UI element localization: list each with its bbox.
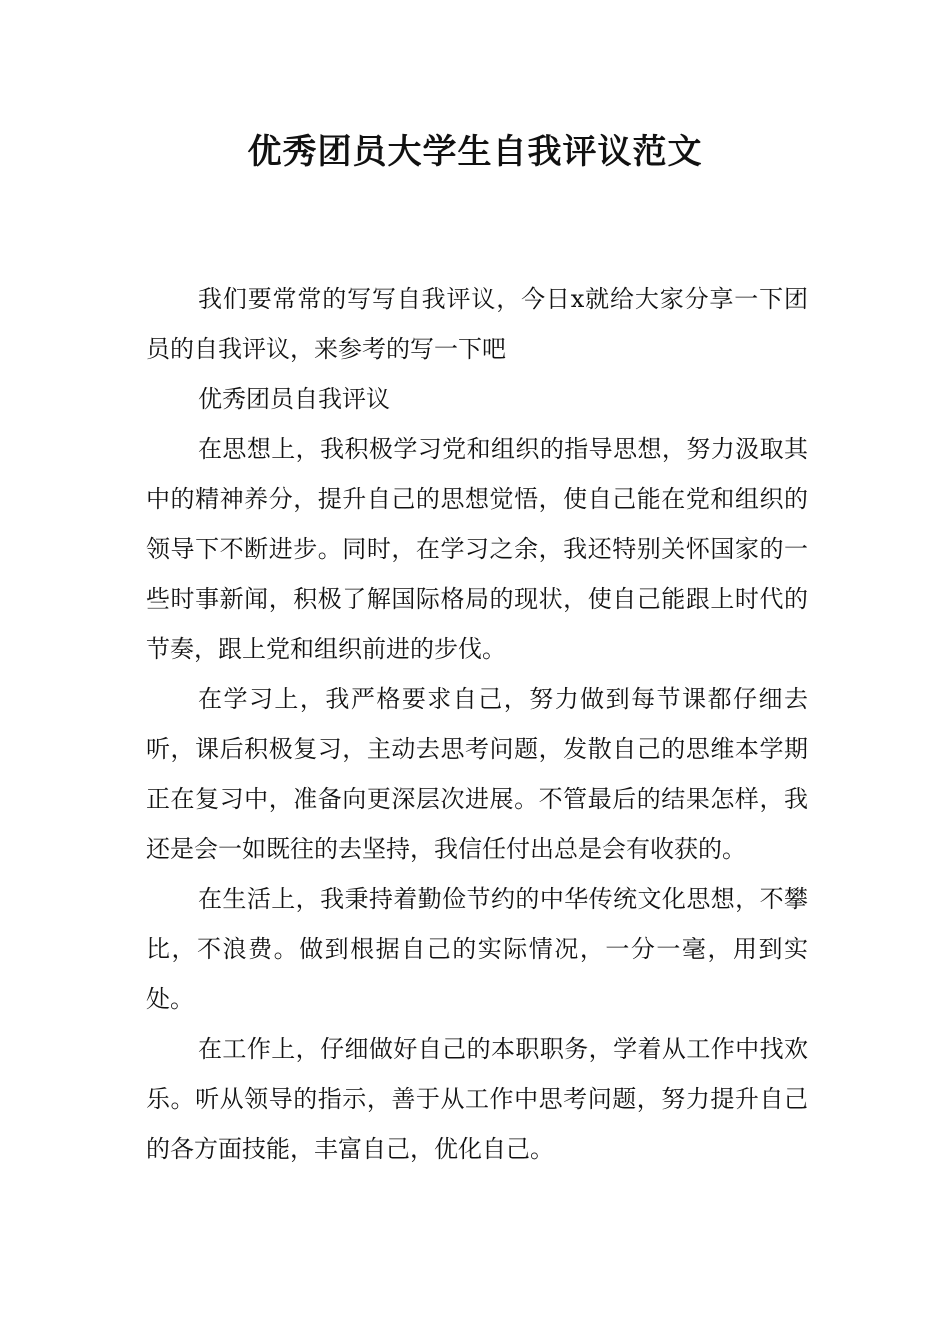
document-body — [146, 274, 808, 1174]
document-title: 优秀团员大学生自我评议范文 — [247, 132, 703, 172]
work-paragraph: 在工作上，仔细做好自己的本职职务，学着从工作中找欢乐。听从领导的指示，善于从工作中思考问题，努力提升自己的各方面技能，丰富自己，优化自己。 — [146, 1035, 808, 1163]
thought-paragraph: 在思想上，我积极学习党和组织的指导思想，努力汲取其中的精神养分，提升自己的思想觉悟，使自己能在党和组织的领导下不断进步。同时，在学习之余，我还特别关怀国家的一些时事新闻，积极了解国际格局的现状，使自己能跟上时代的节奏，跟上党和组织前进的步伐。 — [146, 435, 808, 663]
section-heading: 优秀团员自我评议 — [198, 385, 390, 413]
study-paragraph: 在学习上，我严格要求自己，努力做到每节课都仔细去听，课后积极复习，主动去思考问题，发散自己的思维本学期正在复习中，准备向更深层次进展。不管最后的结果怎样，我还是会一如既往的去坚持，我信任付出总是会有收获的。 — [146, 685, 808, 863]
life-paragraph: 在生活上，我秉持着勤俭节约的中华传统文化思想，不攀比，不浪费。做到根据自己的实际情况，一分一毫，用到实处。 — [146, 885, 808, 1013]
intro-paragraph: 我们要常常的写写自我评议，今日x就给大家分享一下团员的自我评议，来参考的写一下吧 — [146, 285, 808, 363]
